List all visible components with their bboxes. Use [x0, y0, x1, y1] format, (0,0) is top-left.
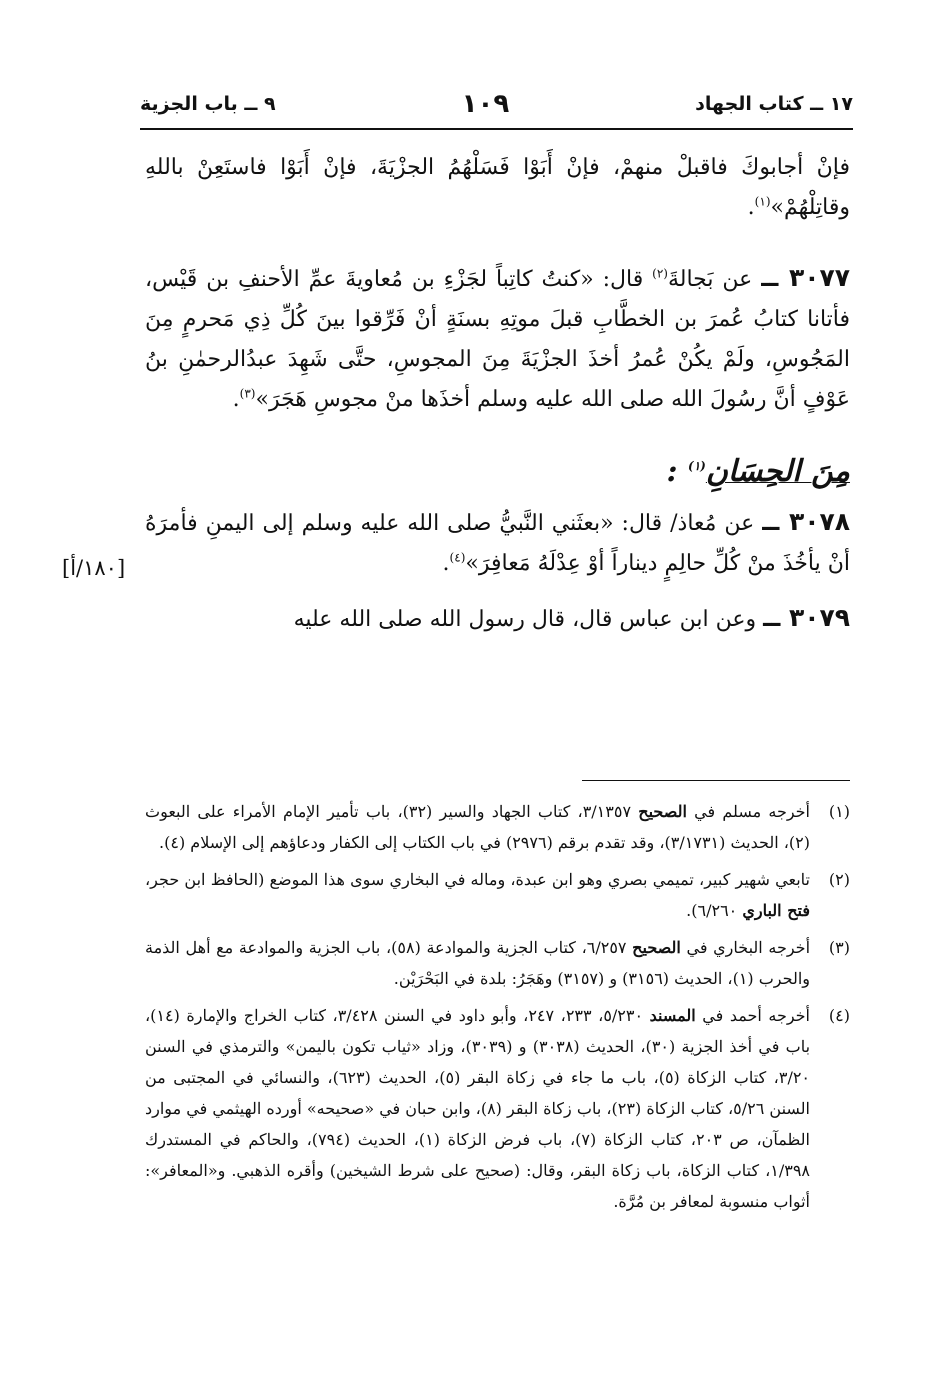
hadith-text: قال: «كنتُ كاتِباً لجَزْءِ بن مُعاويةَ عمِّ الأحنفِ بن قَيْس، فأتانا كتابُ عُمرَ بن الخطَّابِ قبلَ موتِهِ بسنَةٍ أنْ فَرِّقوا بينَ كُلِّ ذِي مَحرمٍ مِنَ المَجُوسِ، ولَمْ يكُنْ عُمرُ أخذَ الجزْيَةَ مِنَ المجوسِ، حتَّى شَهِدَ عبدُالرحمٰنِ بنُ عَوْفٍ أنَّ رسُولَ الله صلى الله عليه وسلم أخذَها منْ مجوسِ هَجَرَ»	[145, 267, 850, 412]
main-text	[145, 148, 850, 670]
continuation-text: فإنْ أجابوكَ فاقبلْ منهمْ، فإنْ أَبَوْا فَسَلْهُمُ الجزْيَةَ، فإنْ أَبَوْا فاستَعِنْ باللهِ وقاتِلْهُمْ»	[145, 155, 850, 220]
footnote-marker-1[interactable]: (١)	[754, 194, 771, 209]
section-heading-text: مِنَ الحِسَانِ	[705, 454, 850, 489]
footnote-marker-2[interactable]: (٢)	[652, 266, 668, 281]
footnote-2	[145, 864, 850, 926]
hadith-text: وعن ابن عباس قال، قال رسول الله صلى الله عليه	[293, 607, 757, 632]
hadith-text: عن مُعاذ/ قال: «بعثَني النَّبيُّ صلى الله عليه وسلم إلى اليمنِ فأمرَهُ أنْ يأخُذَ منْ كُلِّ حالِمٍ ديناراً أوْ عِدْلَهُ مَعافِرَ»	[145, 511, 850, 576]
footnote-3	[145, 932, 850, 994]
footnote-marker-4[interactable]: (٤)	[449, 550, 466, 565]
footnote-number: (٤)	[828, 1006, 850, 1025]
page-header	[140, 86, 853, 122]
footnote-text: تابعي شهير كبير، تميمي بصري وهو ابن عبدة، وماله في البخاري سوى هذا الموضع (الحافظ ابن حجر، فتح الباري ٦/٢٦٠).	[145, 870, 810, 920]
footnote-number: (٣)	[828, 938, 850, 957]
header-divider	[140, 128, 853, 130]
hadith-number: ٣٠٧٩ ــ	[763, 603, 850, 632]
footnote-number: (١)	[828, 802, 850, 821]
section-heading: مِنَ الحِسَانِ$^{(١)}$ :	[666, 454, 850, 489]
footnote-divider	[582, 780, 850, 781]
hadith-number: ٣٠٧٧ ــ	[761, 263, 850, 292]
footnote-4	[145, 1000, 850, 1217]
footnote-text: أخرجه البخاري في الصحيح ٦/٢٥٧، كتاب الجزية والموادعة (٥٨)، باب الجزية والموادعة مع أهل الذمة والحرب (١)، الحديث (٣١٥٦) و (٣١٥٧) وهَجَرُ: بلدة في البَحْرَيْن.	[145, 938, 811, 988]
footnote-text: أخرجه مسلم في الصحيح ٣/١٣٥٧، كتاب الجهاد والسير (٣٢)، باب تأمير الإمام الأمراء على البعوث (٢)، الحديث (٣/١٧٣١)، وقد تقدم برقم (٢٩٧٦) في باب الكتاب إلى الكفار ودعاؤهم إلى الإسلام (٤).	[145, 802, 810, 852]
hadith-3077: ٣٠٧٧ ــ عن بَجالةَ$^{(٢)}$ قال: «كنتُ كاتِباً لجَزْءِ بن مُعاويةَ عمِّ الأحنفِ بن قَيْس، فأتانا كتابُ عُمرَ بن الخطَّابِ قبلَ موتِهِ بسنَةٍ أنْ فَرِّقوا بينَ كُلِّ ذِي مَحرمٍ مِنَ المَجُوسِ، ولَمْ يكُنْ عُمرُ أخذَ الجزْيَةَ مِنَ المجوسِ، حتَّى شَهِدَ عبدُالرحمٰنِ بنُ عَوْفٍ أنَّ رسُولَ الله صلى الله عليه وسلم أخذَها منْ مجوسِ هَجَرَ»$^{(٣)}$.	[145, 263, 850, 412]
hadith-3078: ٣٠٧٨ ــ عن مُعاذ/ قال: «بعثَني النَّبيُّ صلى الله عليه وسلم إلى اليمنِ فأمرَهُ أنْ يأخُذَ منْ كُلِّ حالِمٍ ديناراً أوْ عِدْلَهُ مَعافِرَ»$^{(٤)}$.	[145, 507, 850, 576]
footnote-text: أخرجه أحمد في المسند ٥/٢٣٠، ٢٣٣، ٢٤٧، وأبو داود في السنن ٣/٤٢٨، كتاب الخراج والإمارة (١٤)، باب في أخذ الجزية (٣٠)، الحديث (٣٠٣٨) و (٣٠٣٩)، وزاد «ثياب تكون باليمن» والترمذي في السنن ٣/٢٠، كتاب الزكاة (٥)، باب ما جاء في زكاة البقر (٥)، الحديث (٦٢٣)، والنسائي في المجتبى من السنن ٥/٢٦، كتاب الزكاة (٢٣)، باب زكاة البقر (٨)، وابن حبان في «صحيحه» أورده الهيثمي في موارد الظمآن، ص ٢٠٣، كتاب الزكاة (٧)، باب فرض الزكاة (١)، الحديث (٧٩٤)، والحاكم في المستدرك ١/٣٩٨، كتاب الزكاة، باب زكاة البقر، وقال: (صحيح على شرط الشيخين) وأقره الذهبي. و«المعافر»: أثواب منسوبة لمعافر بن مُرَّة.	[145, 1006, 811, 1211]
footnote-1	[145, 796, 850, 858]
page-number: ١٠٩	[461, 89, 510, 119]
section-footnote-marker[interactable]: (١)	[688, 459, 706, 473]
header-chapter-title: ٩ ــ باب الجزية	[140, 93, 276, 115]
header-book-title: ١٧ ــ كتاب الجهاد	[695, 93, 853, 115]
hadith-number: ٣٠٧٨ ــ	[762, 507, 850, 536]
continuation-paragraph: فإنْ أجابوكَ فاقبلْ منهمْ، فإنْ أَبَوْا فَسَلْهُمُ الجزْيَةَ، فإنْ أَبَوْا فاستَعِنْ باللهِ وقاتِلْهُمْ»$^{(١)}$.	[145, 155, 850, 220]
margin-manuscript-ref: [١٨٠/أ]	[62, 556, 126, 580]
footnote-number: (٢)	[828, 870, 850, 889]
footnotes	[145, 796, 850, 1223]
footnote-marker-3[interactable]: (٣)	[239, 386, 256, 401]
hadith-3079	[145, 598, 850, 640]
hadith-narrator: عن بَجالةَ	[667, 267, 753, 292]
